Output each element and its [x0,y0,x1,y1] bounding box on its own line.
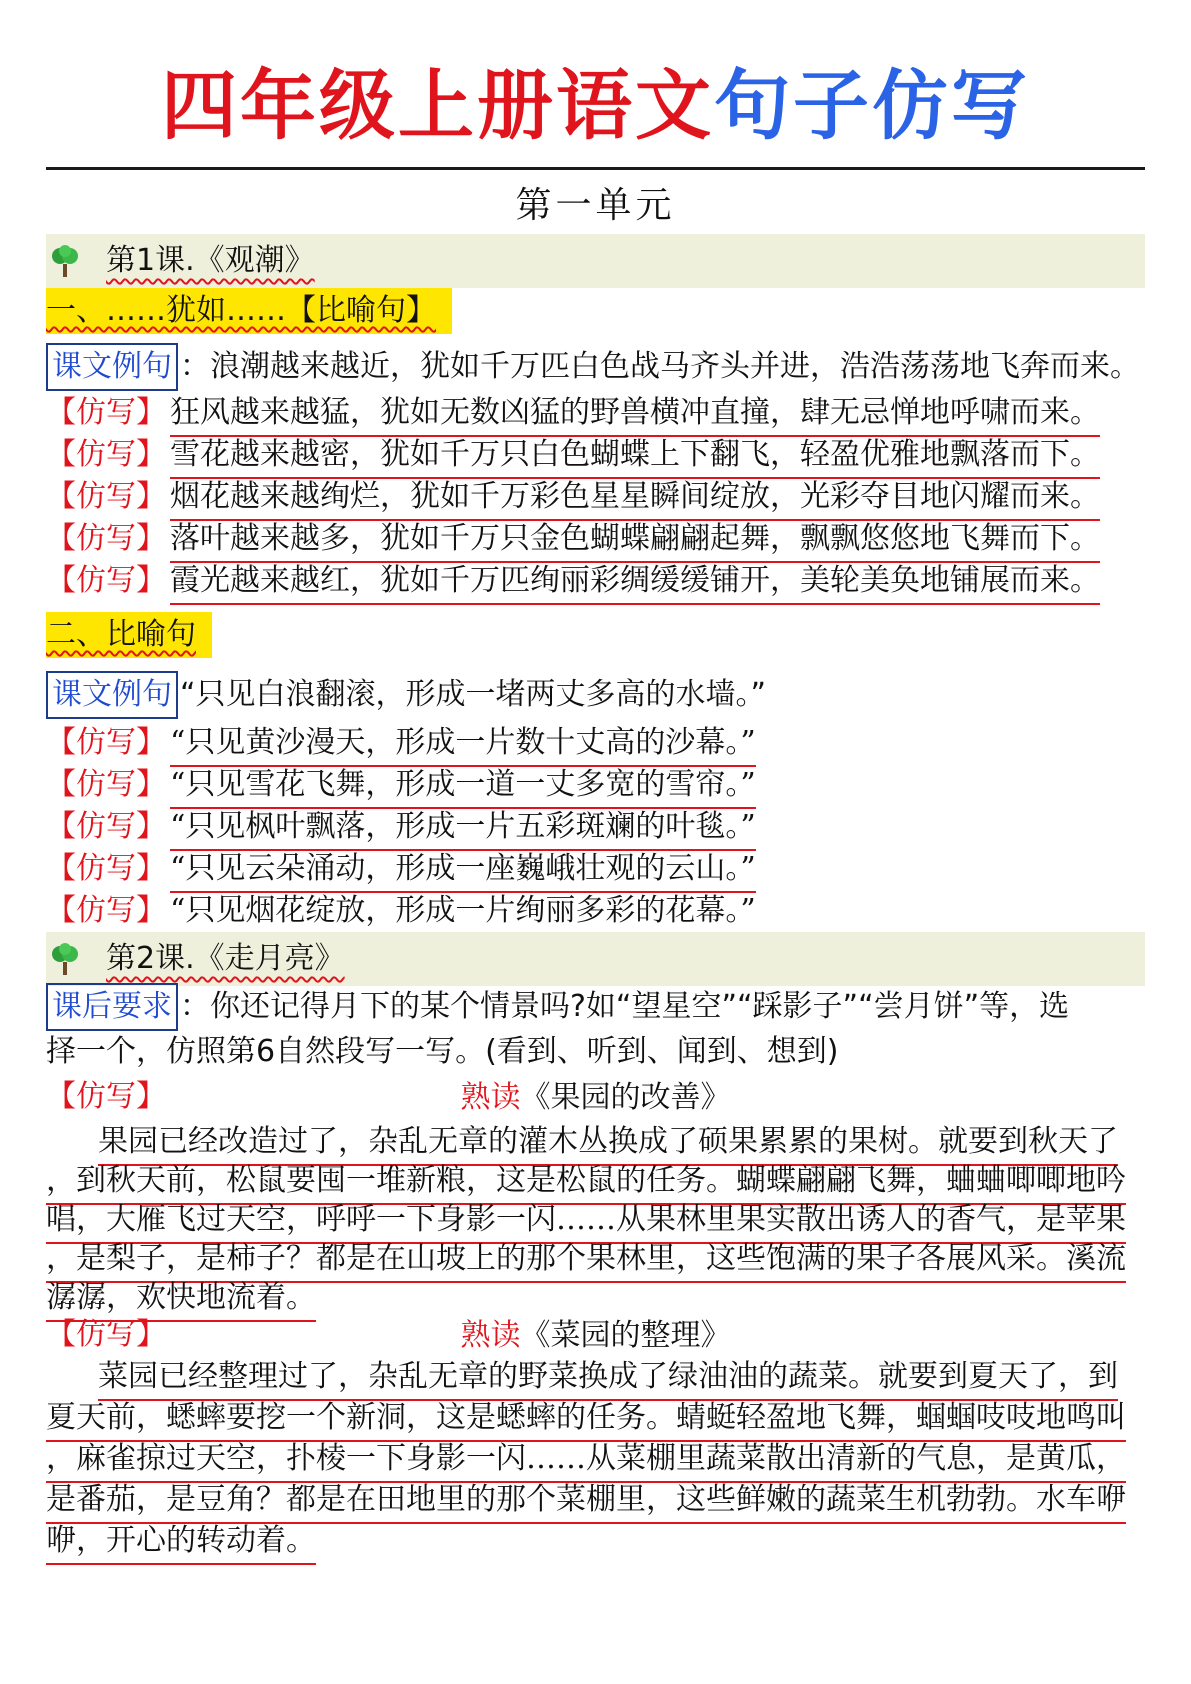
imitation-text: 狂风越来越猛，犹如无数凶猛的野兽横冲直撞，肆无忌惮地呼啸而来。 [170,392,1100,437]
imitation-line [46,518,1100,563]
lesson-2-requirement [46,983,1069,1031]
imitation-tag: 【仿写】 [46,563,166,598]
title-divider [46,167,1145,170]
imitation-line [46,722,756,767]
section-1-example [46,343,1140,391]
example-text: “只见白浪翻滚，形成一堵两丈多高的水墙。” [180,677,767,712]
lesson-2-requirement-cont: 择一个，仿照第6自然段写一写。(看到、听到、闻到、想到) [46,1034,839,1069]
imitation-tag: 【仿写】 [46,893,166,928]
read-label: 熟读 [460,1318,521,1353]
paragraph-text: 潺潺，欢快地流着。 [46,1277,316,1322]
lesson-2-title: 第2课.《走月亮》 [106,941,345,976]
reading-2-title: 《菜园的整理》 [520,1318,731,1353]
imitation-tag: 【仿写】 [46,809,166,844]
paragraph-text: ，是梨子，是柿子？都是在山坡上的那个果林里，这些饱满的果子各展风采。溪流 [46,1238,1126,1283]
imitation-tag: 【仿写】 [46,851,166,886]
reading-2-heading [0,1314,1191,1358]
paragraph-text: ，麻雀掠过天空，扑棱一下身影一闪……从菜棚里蔬菜散出清新的气息，是黄瓜， [46,1438,1126,1483]
read-label: 熟读 [460,1080,521,1115]
imitation-line [46,560,1100,605]
imitation-text: “只见烟花绽放，形成一片绚丽多彩的花幕。” [170,890,756,935]
reading-1-heading [0,1076,1191,1120]
imitation-line [46,434,1100,479]
title-red-part: 四年级上册语文 [161,61,714,150]
unit-heading: 第一单元 [515,185,676,226]
paragraph-text: 咿，开心的转动着。 [46,1520,316,1565]
imitation-text: “只见雪花飞舞，形成一道一丈多宽的雪帘。” [170,764,756,809]
page-title [0,58,1191,154]
imitation-line [46,392,1100,437]
imitation-line [46,890,756,935]
example-label-box: 课文例句 [46,343,178,391]
title-blue-part: 句子仿写 [714,61,1030,150]
paragraph-line [98,1356,1118,1401]
example-text: ：浪潮越来越近，犹如千万匹白色战马齐头并进，浩浩荡荡地飞奔而来。 [180,349,1140,384]
paragraph-text: 果园已经改造过了，杂乱无章的灌木丛换成了硕果累累的果树。就要到秋天了 [98,1121,1118,1166]
imitation-tag: 【仿写】 [46,1317,166,1352]
paragraph-text: ，到秋天前，松鼠要囤一堆新粮，这是松鼠的任务。蝴蝶翩翩飞舞，蛐蛐唧唧地吟 [46,1160,1126,1205]
imitation-text: “只见黄沙漫天，形成一片数十丈高的沙幕。” [170,722,756,767]
lesson-1-bar [46,234,1145,288]
section-2-example [46,671,766,719]
imitation-text: “只见枫叶飘落，形成一片五彩斑斓的叶毯。” [170,806,756,851]
imitation-tag: 【仿写】 [46,521,166,556]
imitation-tag: 【仿写】 [46,395,166,430]
section-2-heading: 二、比喻句 [46,612,212,658]
lesson-2-bar [46,932,1145,986]
imitation-tag: 【仿写】 [46,767,166,802]
tree-icon [50,942,80,976]
imitation-line [46,848,756,893]
imitation-line [46,764,756,809]
tree-icon [50,244,80,278]
imitation-text: 雪花越来越密，犹如千万只白色蝴蝶上下翻飞，轻盈优雅地飘落而下。 [170,434,1100,479]
imitation-tag: 【仿写】 [46,1079,166,1114]
imitation-text: 霞光越来越红，犹如千万匹绚丽彩绸缓缓铺开，美轮美奂地铺展而来。 [170,560,1100,605]
paragraph-text: 是番茄，是豆角？都是在田地里的那个菜棚里，这些鲜嫩的蔬菜生机勃勃。水车咿 [46,1479,1126,1524]
imitation-tag: 【仿写】 [46,437,166,472]
imitation-tag: 【仿写】 [46,725,166,760]
imitation-line [46,806,756,851]
paragraph-line [46,1479,1126,1524]
imitation-text: “只见云朵涌动，形成一座巍峨壮观的云山。” [170,848,756,893]
imitation-text: 烟花越来越绚烂，犹如千万彩色星星瞬间绽放，光彩夺目地闪耀而来。 [170,476,1100,521]
paragraph-text: 菜园已经整理过了，杂乱无章的野菜换成了绿油油的蔬菜。就要到夏天了，到 [98,1356,1118,1401]
paragraph-text: 夏天前，蟋蟀要挖一个新洞，这是蟋蟀的任务。蜻蜓轻盈地飞舞，蝈蝈吱吱地鸣叫 [46,1397,1126,1442]
example-label-box: 课文例句 [46,671,178,719]
lesson-1-title: 第1课.《观潮》 [106,243,315,278]
paragraph-text: 唱，大雁飞过天空，呼呼一下身影一闪……从果林里果实散出诱人的香气，是苹果 [46,1199,1126,1244]
imitation-line [46,476,1100,521]
imitation-tag: 【仿写】 [46,479,166,514]
reading-1-title: 《果园的改善》 [520,1080,731,1115]
paragraph-line [46,1520,316,1565]
section-1-heading: 一、……犹如……【比喻句】 [46,288,452,334]
paragraph-line [46,1438,1126,1483]
paragraph-line [46,1397,1126,1442]
requirement-text: ：你还记得月下的某个情景吗?如“望星空”“踩影子”“尝月饼”等，选 [180,989,1070,1024]
imitation-text: 落叶越来越多，犹如千万只金色蝴蝶翩翩起舞，飘飘悠悠地飞舞而下。 [170,518,1100,563]
requirement-label-box: 课后要求 [46,983,178,1031]
